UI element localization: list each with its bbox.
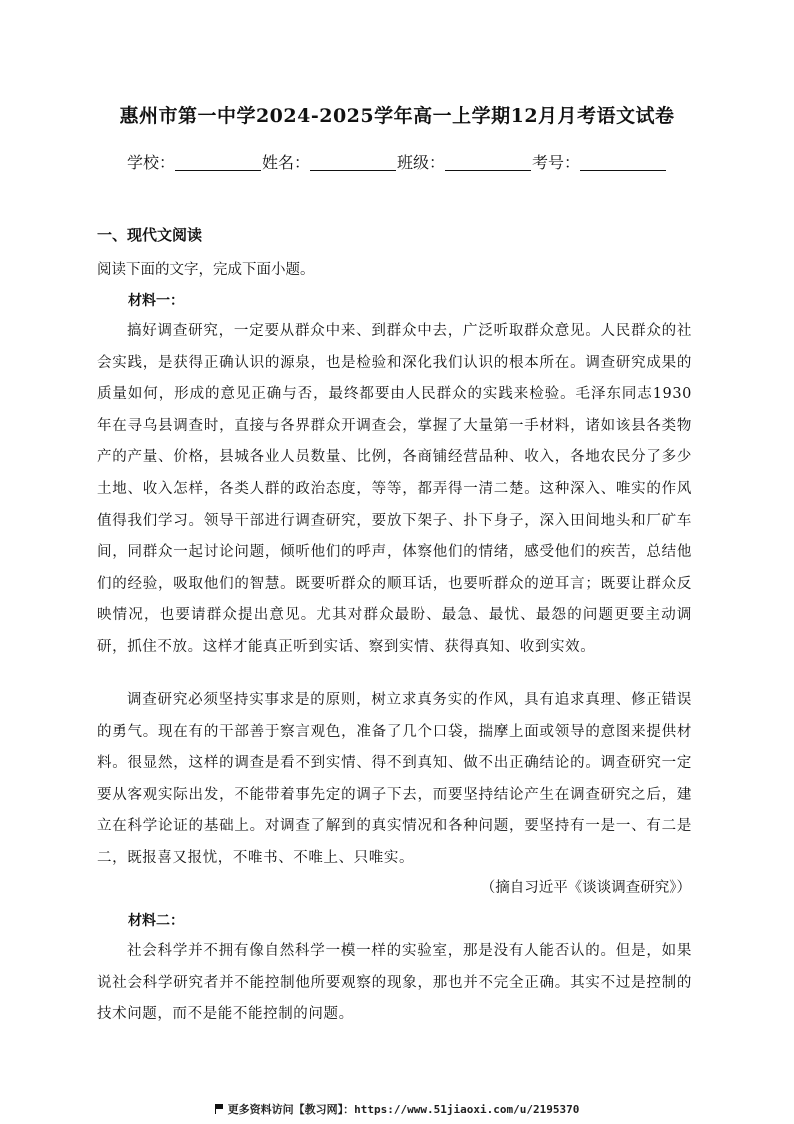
footer-link-text[interactable]: 更多资料访问【教习网】：https://www.51jiaoxi.com/u/2195370	[227, 1103, 580, 1116]
material-1-source: （摘自习近平《谈谈调查研究》）	[480, 880, 691, 896]
page-title: 惠州市第一中学2024-2025学年高一上学期12月月考语文试卷	[119, 105, 675, 127]
material-1-label: 材料一：	[128, 293, 184, 309]
info-field-exam-number	[532, 150, 667, 173]
info-blank-exam-number[interactable]	[580, 154, 666, 171]
info-field-school	[127, 150, 262, 173]
material-2-label: 材料二：	[128, 913, 184, 929]
info-field-name	[262, 150, 397, 173]
info-blank-school[interactable]	[175, 154, 261, 171]
info-label-exam-number: 考号：	[532, 153, 581, 172]
footer	[0, 1101, 794, 1117]
material-1-paragraph-1: 搞好调查研究，一定要从群众中来、到群众中去，广泛听取群众意见。人民群众的社会实践，是获得正确认识的源泉，也是检验和深化我们认识的根本所在。调查研究成果的质量如何，形成的意见正确与否，最终都要由人民群众的实践来检验。毛泽东同志1930年在寻乌县调查时，直接与各界群众开调查会，掌握了大量第一手材料，诸如该县各类物产的产量、价格，县城各业人员数量、比例，各商铺经营品种、收入，各地农民分了多少土地、收入怎样，各类人群的政治态度，等等，都弄得一清二楚。这种深入、唯实的作风值得我们学习。领导干部进行调查研究，要放下架子、扑下身子，深入田间地头和厂矿车间，同群众一起讨论问题，倾听他们的呼声，体察他们的情绪，感受他们的疾苦，总结他们的经验，吸取他们的智慧。既要听群众的顺耳话，也要听群众的逆耳言；既要让群众反映情况，也要请群众提出意见。尤其对群众最盼、最急、最忧、最怨的问题更要主动调研，抓住不放。这样才能真正听到实话、察到实情、获得真知、收到实效。	[97, 323, 692, 655]
info-field-class	[397, 150, 532, 173]
material-1-paragraph-2: 调查研究必须坚持实事求是的原则，树立求真务实的作风，具有追求真理、修正错误的勇气。现在有的干部善于察言观色，准备了几个口袋，揣摩上面或领导的意图来提供材料。很显然，这样的调查是看不到实情、得不到真知、做不出正确结论的。调查研究一定要从客观实际出发，不能带着事先定的调子下去，而要坚持结论产生在调查研究之后，建立在科学论证的基础上。对调查了解到的真实情况和各种问题，要坚持有一是一、有二是二，既报喜又报忧，不唯书、不唯上、只唯实。	[97, 692, 692, 866]
info-label-name: 姓名：	[261, 153, 310, 172]
info-blank-name[interactable]	[310, 154, 396, 171]
info-blank-class[interactable]	[445, 154, 531, 171]
material-2-paragraph-1: 社会科学并不拥有像自然科学一模一样的实验室，那是没有人能否认的。但是，如果说社会科学研究者并不能控制他所要观察的现象，那也并不完全正确。其实不过是控制的技术问题，而不是能不能控制的问题。	[97, 943, 692, 1023]
info-label-class: 班级：	[397, 153, 446, 172]
flag-icon	[215, 1104, 224, 1114]
reading-instruction: 阅读下面的文字，完成下面小题。	[97, 262, 315, 278]
student-info-line	[0, 150, 794, 173]
section-heading: 一、现代文阅读	[97, 226, 203, 244]
info-label-school: 学校：	[126, 153, 175, 172]
